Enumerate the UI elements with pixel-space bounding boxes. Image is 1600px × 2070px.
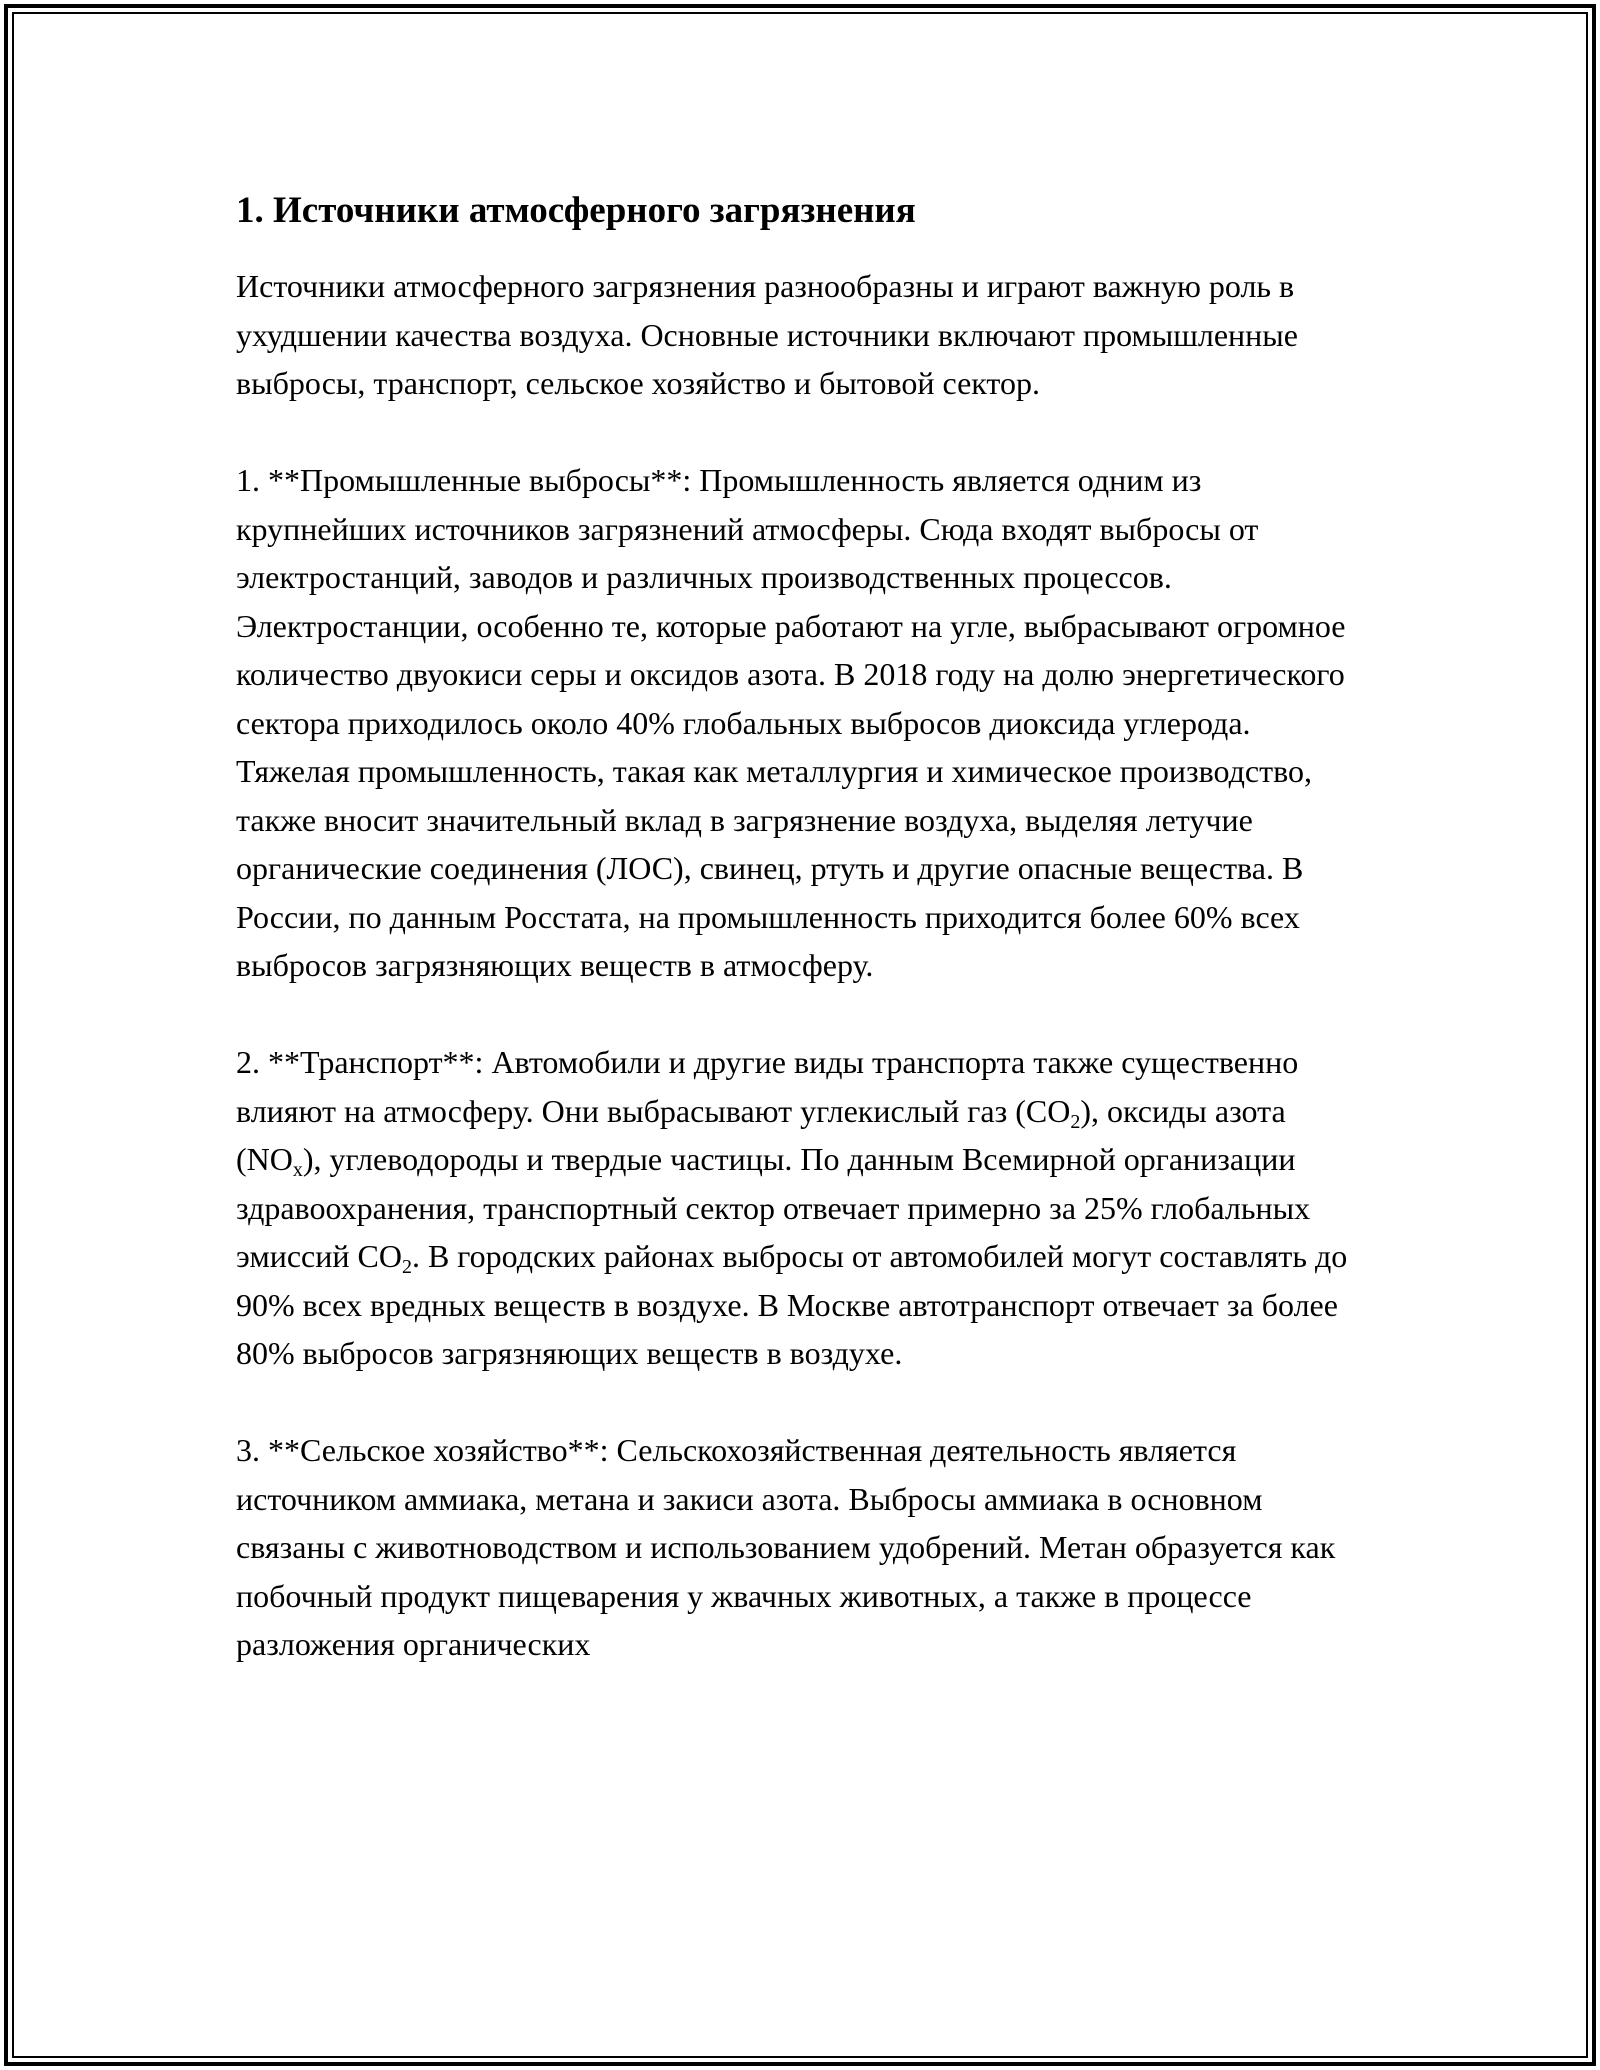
co2-subscript: 2 <box>401 1256 412 1278</box>
transport-text-4: . В городских районах выбросы от автомобилей могут составлять до 90% всех вредных веществ в воздухе. В Москве автотранспорт отвечает за более 80% выбросов загрязняющих веществ в воздухе. <box>236 1238 1348 1371</box>
transport-paragraph <box>236 1038 1366 1378</box>
nox-subscript: x <box>292 1159 303 1181</box>
industrial-emissions-paragraph: 1. **Промышленные выбросы**: Промышленность является одним из крупнейших источников загрязнений атмосферы. Сюда входят выбросы от электростанций, заводов и различных производственных процессов. Электростанции, особенно те, которые работают на угле, выбрасывают огромное количество двуокиси серы и оксидов азота. В 2018 году на долю энергетического сектора приходилось около 40% глобальных выбросов диоксида углерода. Тяжелая промышленность, такая как металлургия и химическое производство, также вносит значительный вклад в загрязнение воздуха, выделяя летучие органические соединения (ЛОС), свинец, ртуть и другие опасные вещества. В России, по данным Росстата, на промышленность приходится более 60% всех выбросов загрязняющих веществ в атмосферу. <box>236 462 1346 983</box>
intro-paragraph: Источники атмосферного загрязнения разнообразны и играют важную роль в ухудшении качества воздуха. Основные источники включают промышленные выбросы, транспорт, сельское хозяйство и бытовой сектор. <box>236 268 1298 401</box>
co2-subscript: 2 <box>1070 1110 1081 1133</box>
agriculture-paragraph: 3. **Сельское хозяйство**: Сельскохозяйственная деятельность является источником аммиака, метана и закиси азота. Выбросы аммиака в основном связаны с животноводством и использованием удобрений. Метан образуется как побочный продукт пищеварения у жвачных животных, а также в процессе разложения органических <box>236 1432 1336 1662</box>
transport-text-1: 2. **Транспорт**: Автомобили и другие виды транспорта также существенно влияют на атмосферу. Они выбрасывают углекислый газ (CO <box>236 1044 1299 1129</box>
transport-text-3: ), углеводороды и твердые частицы. По данным Всемирной организации здравоохранения, транспортный сектор отвечает примерно за 25% глобальных эмиссий CO <box>236 1141 1311 1274</box>
transport-text-2: ), оксиды азота (NO <box>236 1092 1286 1177</box>
document-body <box>236 186 1366 1717</box>
section-heading: 1. Источники атмосферного загрязнения <box>236 190 916 231</box>
